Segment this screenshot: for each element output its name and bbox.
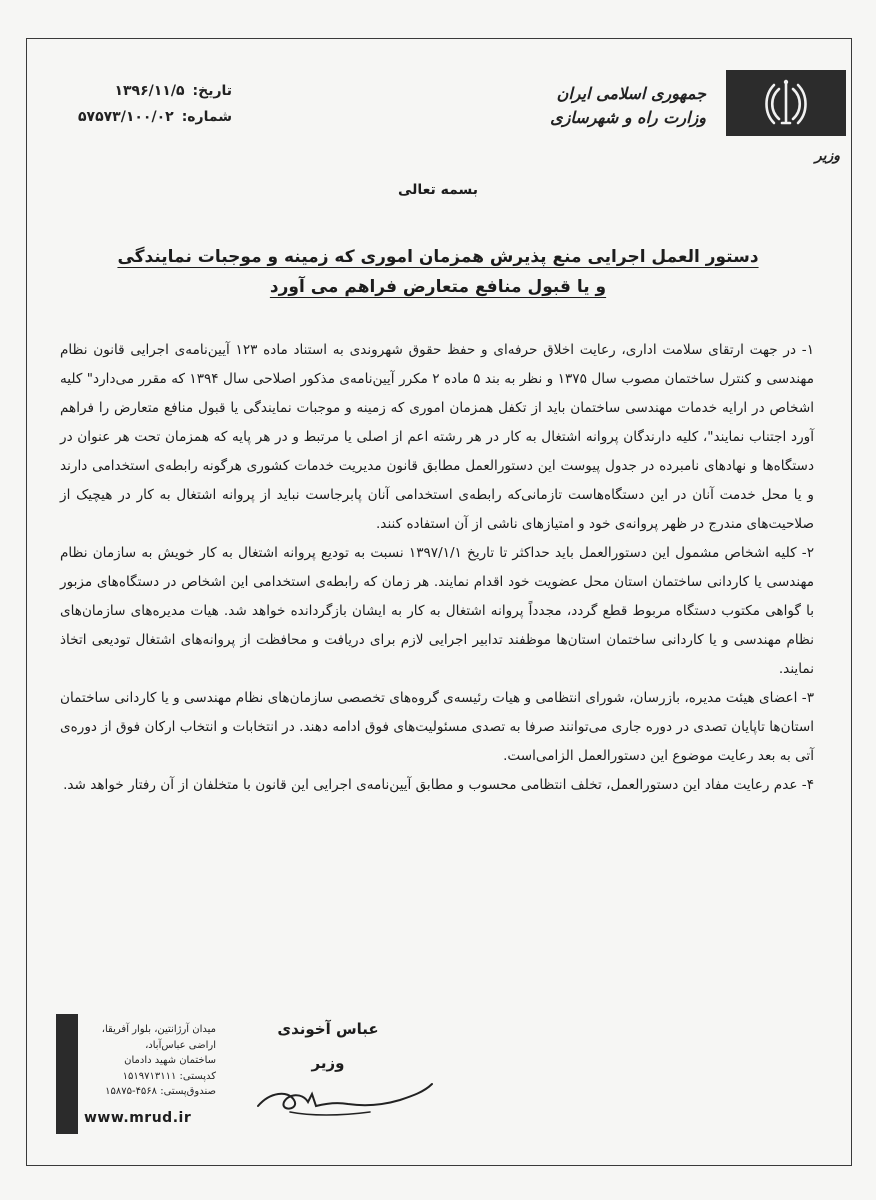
number-row	[78, 104, 232, 130]
address-line: ساختمان شهید دادمان	[124, 1055, 216, 1066]
paragraph-3: ۳- اعضای هیئت مدیره، بازرسان، شورای انتظامی و هیات رئیسه‌ی گروه‌های تخصصی سازمان‌های نظام مهندسی و یا کاردانی ساختمان استان‌ها تاپایان تصدی در دوره جاری می‌توانند صرفا به تصدی مسئولیت‌های فوق ادامه دهند. در انتخابات و انتخاب ارکان فوق از دوره‌ی آتی به بعد رعایت موضوع این دستورالعمل الزامی‌است.	[60, 690, 814, 764]
basmala: بسمه تعالی	[397, 182, 479, 198]
address-line: صندوق‌پستی: ۴۵۶۸-۱۵۸۷۵	[105, 1086, 216, 1097]
ministry-line-2: وزارت راه و شهرسازی	[550, 108, 706, 127]
title-line-2: و یا قبول منافع متعارض فراهم می آورد	[269, 277, 607, 297]
iran-emblem-icon	[764, 77, 808, 129]
paragraph-4: ۴- عدم رعایت مفاد این دستورالعمل، تخلف انتظامی محسوب و مطابق آیین‌نامه‌ی اجرایی این قانون با متخلفان از آن رفتار خواهد شد.	[63, 777, 814, 793]
address-line: کدپستی: ۱۵۱۹۷۱۳۱۱۱	[122, 1070, 216, 1082]
date-value: ۱۳۹۶/۱۱/۵	[114, 83, 185, 99]
number-label: شماره:	[181, 109, 233, 125]
number-value: ۵۷۵۷۳/۱۰۰/۰۲	[78, 109, 174, 125]
title-line-1: دستور العمل اجرایی منع پذیرش همزمان اموری که زمینه و موجبات نمایندگی	[117, 247, 759, 267]
date-row	[78, 78, 232, 104]
signatory-title: وزیر	[311, 1054, 345, 1072]
ministry-heading	[550, 82, 706, 130]
minister-tag: وزیر	[814, 148, 840, 164]
signatory-name: عباس آخوندی	[277, 1020, 379, 1038]
footer-address	[86, 1022, 216, 1100]
footer-bar	[56, 1014, 78, 1134]
handwritten-signature	[250, 1072, 440, 1122]
address-line: میدان آرژانتین، بلوار آفریقا،	[101, 1024, 216, 1035]
date-label: تاریخ:	[192, 83, 233, 99]
ministry-line-1: جمهوری اسلامی ایران	[556, 84, 706, 103]
document-title	[60, 242, 816, 302]
address-line: اراضی عباس‌آباد،	[145, 1039, 216, 1051]
emblem-block	[726, 70, 846, 136]
paragraph-2: ۲- کلیه اشخاص مشمول این دستورالعمل باید حداکثر تا تاریخ ۱۳۹۷/۱/۱ نسبت به تودیع پروانه اشتغال به کار خویش به سازمان نظام مهندسی یا کاردانی ساختمان استان محل عضویت خود اقدام نمایند. هر زمان که رابطه‌ی استخدامی این اشخاص در دستگاه‌های مزبور با گواهی مکتوب دستگاه مربوط قطع گردد، مجدداً پروانه اشتغال به کار به ایشان بازگردانده خواهد شد. هیات مدیره‌های سازمان‌های نظام مهندسی و یا کاردانی ساختمان استان‌ها موظفند تدابیر اجرایی لازم برای دریافت و محافظت از پروانه‌های اشتغال تودیعی اتخاذ نمایند.	[60, 545, 814, 677]
document-body	[60, 336, 814, 800]
letter-meta	[78, 78, 232, 130]
paragraph-1: ۱- در جهت ارتقای سلامت اداری، رعایت اخلاق حرفه‌ای و حفظ حقوق شهروندی به استناد ماده ۱۲۳ آیین‌نامه‌ی اجرایی قانون نظام مهندسی و کنترل ساختمان مصوب سال ۱۳۷۵ و نظر به بند ۵ ماده ۲ مکرر آیین‌نامه‌ی مذکور اصلاحی سال ۱۳۹۴ که مقرر می‌دارد" کلیه اشخاص در ارایه خدمات مهندسی ساختمان باید از تکفل همزمان اموری که زمینه و موجبات نمایندگی یا قبول منافع متعارض را فراهم آورد اجتناب نمایند"، کلیه دارندگان پروانه اشتغال به کار در هر رشته اعم از اصلی یا مرتبط و در هر پایه که همزمان تحت هر عنوان در دستگاه‌ها و نهادهای نامبرده در جدول پیوست این دستورالعمل مطابق قانون مدیریت خدمات کشوری هرگونه رابطه‌ی استخدامی دارند و یا محل خدمت آنان در این دستگاه‌هاست تازمانی‌که رابطه‌ی استخدامی آنان پابرجاست نباید از پروانه اشتغال به کار در هیچیک از صلاحیت‌های مندرج در ظهر پروانه‌ی خود و امتیازهای ناشی از آن استفاده کنند.	[60, 342, 814, 532]
website-link[interactable]: www.mrud.ir	[84, 1110, 192, 1126]
